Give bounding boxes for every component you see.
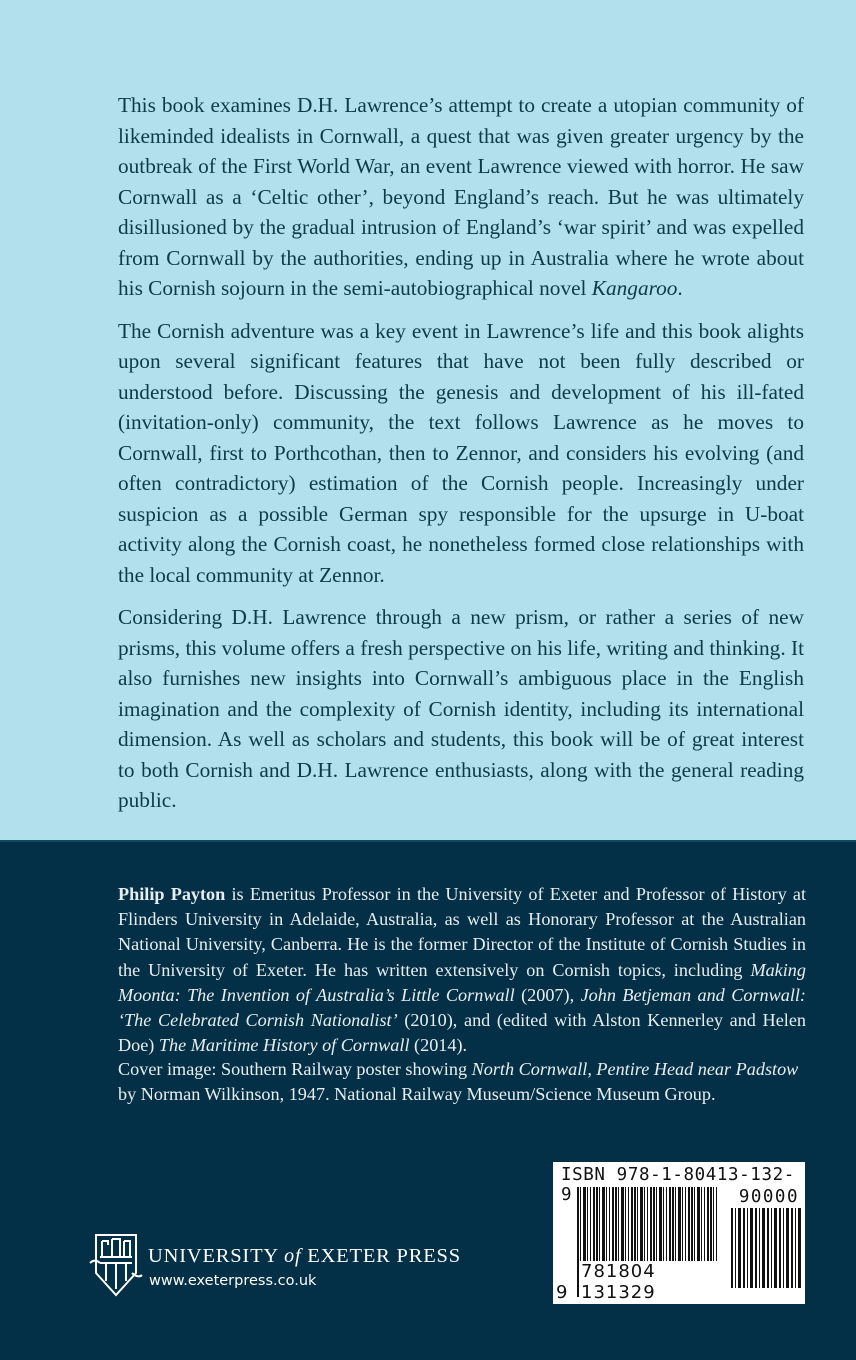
publisher-url[interactable]: www.exeterpress.co.uk bbox=[149, 1273, 317, 1289]
publisher-name-part2: EXETER PRESS bbox=[301, 1245, 461, 1267]
panel-divider bbox=[0, 840, 856, 842]
bio-text: is Emeritus Professor in the University of Exeter and Professor of History at Flinders University in Adelaide, Australia, as well as Honorary Professor at the Australian National University, Canberra. He is the former Director of the Institute of Cornish Studies in the University of Exeter. He has written extensively on Cornish topics, including bbox=[118, 884, 807, 980]
blurb-text: This book examines D.H. Lawrence’s attempt to create a utopian community of likeminded idealists in Cornwall, a quest that was given greater urgency by the outbreak of the First World War, an event Lawrence viewed with horror. He saw Cornwall as a ‘Celtic other’, beyond England’s reach. But he was ultimately disillusioned by the gradual intrusion of England’s ‘war spirit’ and was expelled from Cornwall by the authorities, ending up in Australia where he wrote about his Cornish sojourn in the semi-autobiographical novel bbox=[118, 93, 804, 300]
novel-title-kangaroo: Kangaroo bbox=[591, 276, 678, 300]
author-name: Philip Payton bbox=[118, 884, 226, 904]
price-code: 90000 bbox=[738, 1187, 799, 1207]
addon-barcode-bars bbox=[731, 1208, 801, 1288]
credit-prefix: Cover image: Southern Railway poster showing bbox=[118, 1059, 472, 1079]
isbn-label: ISBN 978-1-80413-132-9 bbox=[561, 1165, 795, 1205]
castle-crest-icon bbox=[88, 1233, 144, 1299]
book-title-john-betjeman: John Betjeman and Cornwall: ‘The Celebrated Cornish Nationalist’ bbox=[118, 984, 806, 1031]
blurb-text-end: . bbox=[677, 276, 683, 300]
author-bio-paragraph bbox=[118, 882, 806, 1058]
cover-image-credit bbox=[118, 1057, 806, 1107]
credit-text bbox=[118, 1057, 806, 1107]
publisher-name bbox=[148, 1245, 461, 1268]
book-title-making-moonta: Making Moonta: The Invention of Australia’s Little Cornwall bbox=[118, 959, 806, 1005]
credit-suffix: by Norman Wilkinson, 1947. National Railway Museum/Science Museum Group. bbox=[118, 1084, 716, 1105]
blurb-paragraph-1 bbox=[118, 90, 804, 304]
bio-text: (2007), bbox=[514, 984, 581, 1005]
isbn-barcode bbox=[553, 1162, 805, 1304]
poster-title: North Cornwall, Pentire Head near Padstow bbox=[471, 1059, 799, 1079]
bio-text: (2014). bbox=[409, 1035, 468, 1056]
ean-first-digit: 9 bbox=[556, 1282, 568, 1303]
publisher-logo bbox=[88, 1233, 528, 1303]
blurb-paragraph-3: Considering D.H. Lawrence through a new prism, or rather a series of new prisms, this volume offers a fresh perspective on his life, writing and thinking. It also furnishes new insights into Cornwall’s ambiguous place in the English imagination and the complexity of Cornish identity, including its international dimension. As well as scholars and students, this book will be of great interest to both Cornish and D.H. Lawrence enthusiasts, along with the general reading public. bbox=[118, 605, 804, 812]
author-bio bbox=[118, 882, 806, 1070]
book-title-maritime-history: The Maritime History of Cornwall bbox=[158, 1035, 410, 1056]
publisher-name-of: of bbox=[284, 1245, 302, 1267]
ean-digits: 781804 131329 bbox=[579, 1261, 721, 1303]
book-blurb bbox=[118, 90, 804, 828]
publisher-name-part1: UNIVERSITY bbox=[148, 1245, 285, 1267]
blurb-paragraph-2: The Cornish adventure was a key event in Lawrence’s life and this book alights upon several significant features that have not been fully described or understood before. Discussing the genesis and development of his ill-fated (invitation-only) community, the text follows Lawrence as he moves to Cornwall, first to Porthcothan, then to Zennor, and considers his evolving (and often contradictory) estimation of the Cornish people. Increasingly under suspicion as a possible German spy responsible for the upsurge in U-boat activity along the Cornish coast, he nonetheless formed close relationships with the local community at Zennor. bbox=[118, 318, 804, 587]
bio-text: (2010), and (edited with Alston Kennerley and Helen Doe) bbox=[118, 1010, 806, 1056]
